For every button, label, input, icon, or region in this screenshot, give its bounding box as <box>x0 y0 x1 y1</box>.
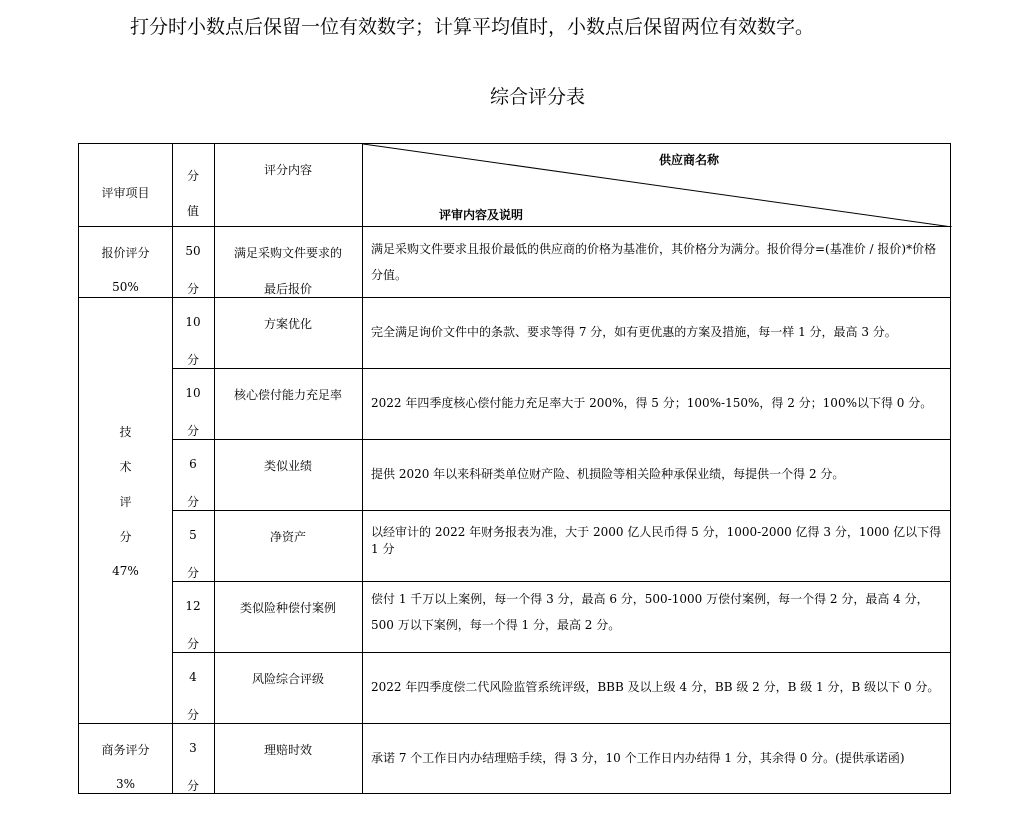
header-score-top: 分 <box>186 169 199 183</box>
criterion-name: 核心偿付能力充足率 <box>233 388 342 402</box>
score-value: 10 <box>185 315 201 329</box>
group-business-percent: 3% <box>115 777 136 791</box>
criterion-name: 净资产 <box>269 530 306 544</box>
criterion-description: 以经审计的 2022 年财务报表为准，大于 2000 亿人民币得 5 分，1000-2000 亿得 3 分，1000 亿以下得 1 分 <box>371 525 942 556</box>
score-value: 4 <box>189 670 197 684</box>
page-title: 综合评分表 <box>489 86 585 108</box>
criterion-description: 完全满足询价文件中的条款、要求等得 7 分，如有更优惠的方案及措施，每一样 1 分，最高 3 分。 <box>371 325 897 339</box>
group-tech-char: 技 <box>119 425 132 439</box>
header-item: 评审项目 <box>101 186 150 200</box>
score-value: 5 <box>189 528 197 542</box>
criterion-description: 偿付 1 千万以上案例，每一个得 3 分，最高 6 分，500-1000 万偿付案例，每一个得 2 分，最高 4 分，500 万以下案例，每一个得 1 分，最高 2 分。 <box>371 592 929 632</box>
criterion-name: 风险综合评级 <box>251 672 324 686</box>
score-unit: 分 <box>186 353 199 367</box>
criterion-name: 最后报价 <box>263 282 312 296</box>
score-unit: 分 <box>186 566 199 580</box>
criterion-name: 类似险种偿付案例 <box>239 601 336 615</box>
group-price-name: 报价评分 <box>101 246 150 260</box>
group-tech-char: 分 <box>119 530 132 544</box>
score-unit: 分 <box>186 637 199 651</box>
group-price-percent: 50% <box>112 280 139 294</box>
criterion-name: 方案优化 <box>263 317 312 331</box>
score-value: 10 <box>185 386 201 400</box>
header-desc: 评审内容及说明 <box>439 208 524 222</box>
scoring-table <box>78 143 951 794</box>
header-content: 评分内容 <box>263 163 312 177</box>
group-tech-percent: 47% <box>112 564 139 578</box>
score-value: 6 <box>189 457 197 471</box>
criterion-description: 提供 2020 年以来科研类单位财产险、机损险等相关险种承保业绩，每提供一个得 2 分。 <box>371 467 845 481</box>
score-value: 12 <box>185 599 201 613</box>
criterion-description: 承诺 7 个工作日内办结理赔手续，得 3 分，10 个工作日内办结得 1 分，其余得 0 分。(提供承诺函) <box>371 751 905 765</box>
score-unit: 分 <box>186 495 199 509</box>
criterion-description: 2022 年四季度偿二代风险监管系统评级，BBB 及以上级 4 分，BB 级 2 分，B 级 1 分，B 级以下 0 分。 <box>371 680 940 694</box>
score-value: 3 <box>189 741 197 755</box>
score-value: 50 <box>185 244 201 258</box>
criterion-name: 满足采购文件要求的 <box>233 246 342 260</box>
criterion-name: 理赔时效 <box>263 743 312 757</box>
group-business-name: 商务评分 <box>101 743 150 757</box>
header-score-bottom: 值 <box>186 204 199 218</box>
score-unit: 分 <box>186 779 199 793</box>
group-tech-char: 术 <box>119 460 132 474</box>
header-supplier: 供应商名称 <box>659 153 720 167</box>
criterion-description: 2022 年四季度核心偿付能力充足率大于 200%，得 5 分；100%-150%，得 2 分；100%以下得 0 分。 <box>371 396 933 410</box>
criterion-description: 满足采购文件要求且报价最低的供应商的价格为基准价，其价格分为满分。报价得分=(基准价 / 报价)*价格分值。 <box>371 242 937 282</box>
scoring-note: 打分时小数点后保留一位有效数字；计算平均值时，小数点后保留两位有效数字。 <box>130 16 815 38</box>
group-tech-char: 评 <box>119 495 132 509</box>
criterion-name: 类似业绩 <box>263 459 312 473</box>
score-unit: 分 <box>186 282 199 296</box>
score-unit: 分 <box>186 424 199 438</box>
score-unit: 分 <box>186 708 199 722</box>
